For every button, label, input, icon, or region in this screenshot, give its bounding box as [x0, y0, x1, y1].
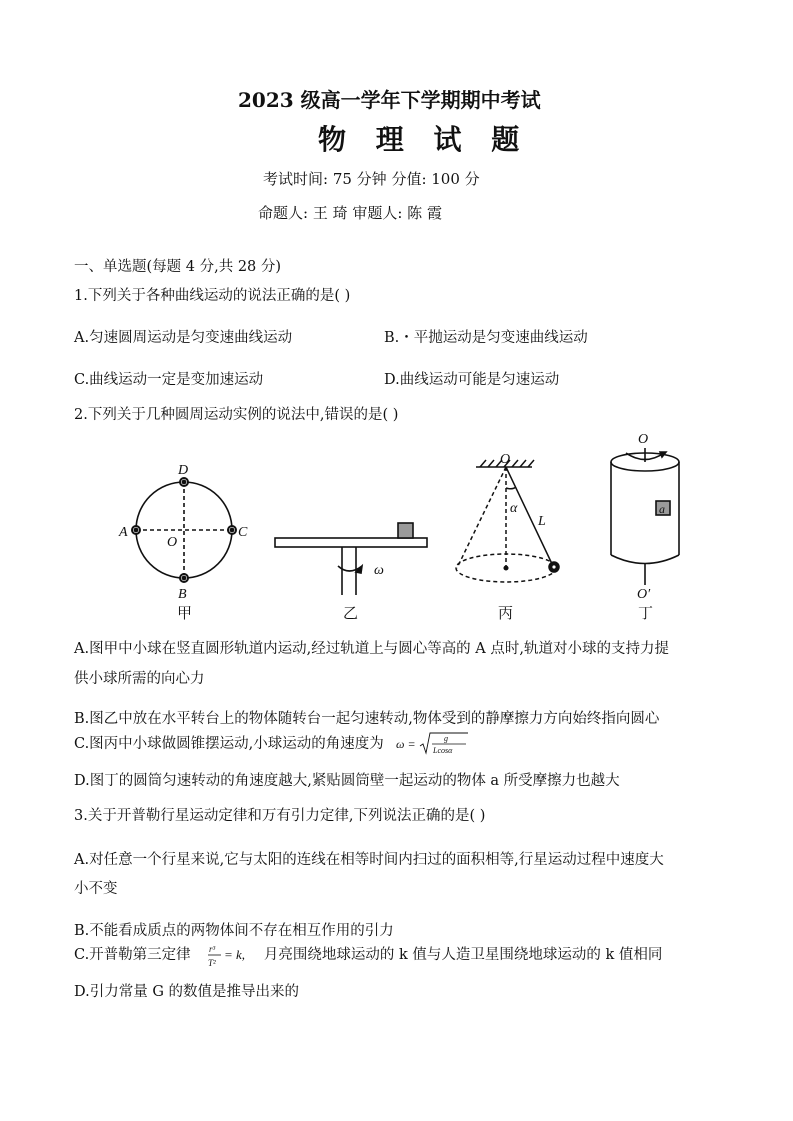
caption-ding: 丁 — [638, 604, 654, 622]
kepler-formula — [207, 941, 259, 969]
question-1-option-a: A.匀速圆周运动是匀变速曲线运动 — [74, 330, 293, 346]
question-2-figure — [110, 425, 720, 625]
question-2-option-c: C.图丙中小球做圆锥摆运动,小球运动的角速度为 — [74, 736, 384, 752]
question-3-option-b: B.不能看成质点的两物体间不存在相互作用的引力 — [74, 923, 394, 939]
question-2-option-c-row — [74, 731, 474, 757]
caption-yi: 乙 — [343, 604, 359, 622]
subject-title: 物 理 试 题 — [318, 123, 530, 156]
figure-ding — [611, 448, 679, 585]
formula-num: g — [444, 734, 449, 743]
label-a-block: a — [659, 502, 665, 516]
figure-yi — [275, 523, 427, 595]
figure-jia — [132, 478, 236, 582]
question-1-option-d: D.曲线运动可能是匀速运动 — [384, 372, 560, 388]
label-l: L — [538, 514, 546, 529]
question-3-stem: 3.关于开普勒行星运动定律和万有引力定律,下列说法正确的是( ) — [74, 808, 486, 824]
question-1-option-b: B.・平抛运动是匀变速曲线运动 — [384, 330, 588, 346]
question-2-option-d: D.图丁的圆筒匀速转动的角速度越大,紧贴圆筒壁一起运动的物体 a 所受摩擦力也越大 — [74, 773, 620, 789]
question-1-stem: 1.下列关于各种曲线运动的说法正确的是( ) — [74, 288, 351, 304]
question-3-option-a-line2: 小不变 — [74, 881, 118, 897]
label-alpha: α — [510, 501, 518, 516]
exam-authors: 命题人: 王 琦 审题人: 陈 霞 — [258, 204, 442, 222]
question-3-option-a-line1: A.对任意一个行星来说,它与太阳的连线在相等时间内扫过的面积相等,行星运动过程中速度大 — [74, 852, 664, 868]
kepler-rhs: = k, — [224, 947, 246, 962]
omega-formula — [394, 731, 474, 757]
label-d: D — [178, 463, 189, 478]
caption-jia: 甲 — [177, 604, 193, 622]
label-o-top: O — [638, 432, 649, 447]
exam-info: 考试时间: 75 分钟 分值: 100 分 — [263, 170, 480, 188]
label-o: O — [167, 535, 178, 550]
kepler-den: T² — [208, 958, 217, 968]
label-o-prime: O′ — [637, 587, 651, 602]
label-c: C — [238, 525, 248, 540]
question-2-stem: 2.下列关于几种圆周运动实例的说法中,错误的是( ) — [74, 407, 399, 423]
label-omega: ω — [374, 563, 384, 578]
formula-den: Lcosα — [433, 746, 453, 755]
question-3-option-d: D.引力常量 G 的数值是推导出来的 — [74, 984, 300, 1000]
question-2-option-b: B.图乙中放在水平转台上的物体随转台一起匀速转动,物体受到的静摩擦力方向始终指向圆心 — [74, 711, 660, 727]
label-a: A — [119, 525, 128, 540]
caption-bing: 丙 — [498, 604, 514, 622]
exam-title: 2023 级高一学年下学期期中考试 — [238, 88, 541, 112]
question-3-option-c-prefix: C.开普勒第三定律 — [74, 947, 191, 963]
label-b: B — [178, 587, 187, 602]
question-2-option-a-line1: A.图甲中小球在竖直圆形轨道内运动,经过轨道上与圆心等高的 A 点时,轨道对小球的支持力提 — [74, 641, 669, 657]
question-3-option-c-suffix: 月亮围绕地球运动的 k 值与人造卫星围绕地球运动的 k 值相同 — [263, 947, 663, 963]
question-1-option-c: C.曲线运动一定是变加速运动 — [74, 372, 264, 388]
formula-lhs: ω = — [396, 737, 416, 751]
question-3-option-c-row — [74, 941, 662, 969]
kepler-num: r³ — [209, 944, 216, 954]
label-o-pendulum: O — [500, 452, 511, 467]
question-2-option-a-line2: 供小球所需的向心力 — [74, 671, 205, 687]
section-heading: 一、单选题(每题 4 分,共 28 分) — [74, 259, 282, 275]
